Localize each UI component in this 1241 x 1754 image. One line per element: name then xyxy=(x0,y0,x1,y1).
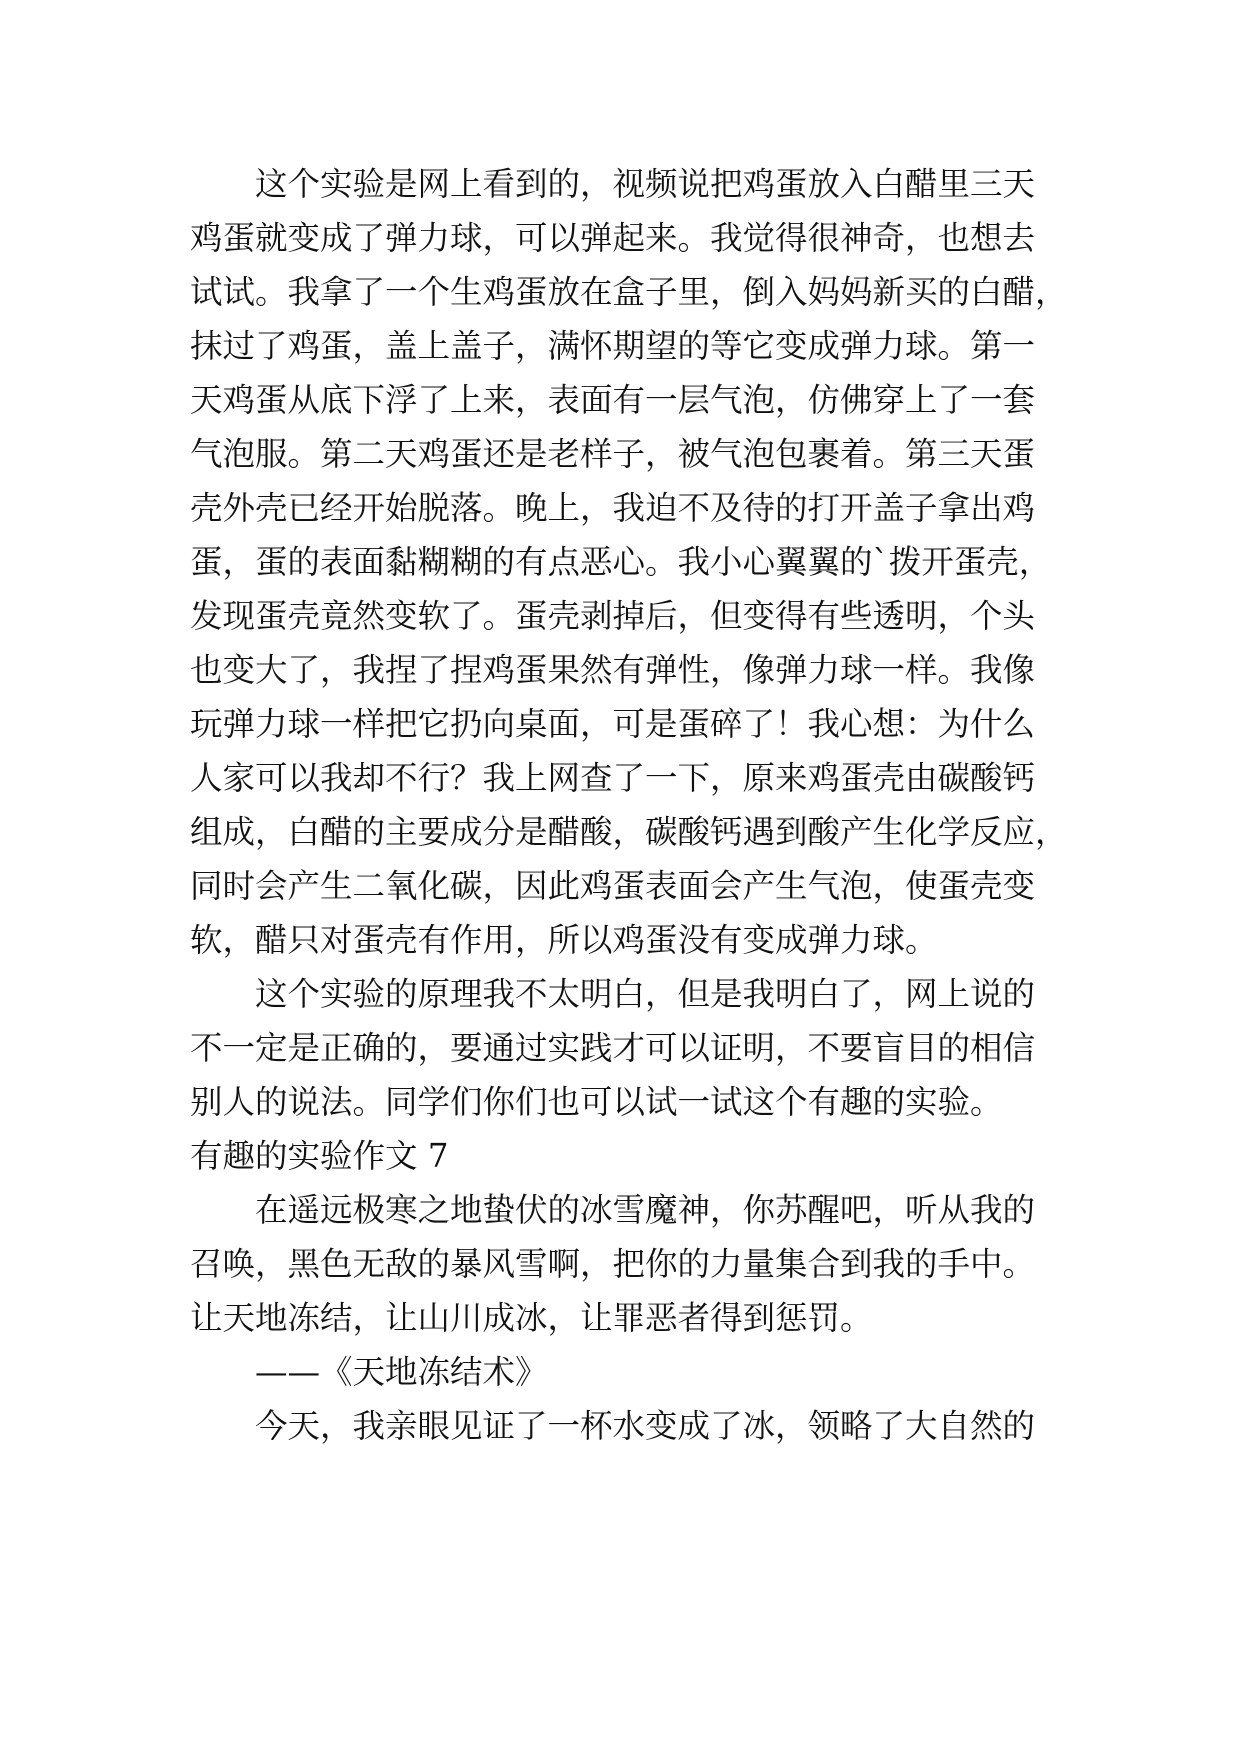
document-body xyxy=(190,157,1075,1453)
text-line: 人家可以我却不行？我上网查了一下，原来鸡蛋壳由碳酸钙 xyxy=(190,759,1036,797)
text-line: 在遥远极寒之地蛰伏的冰雪魔神，你苏醒吧，听从我的 xyxy=(255,1191,1036,1229)
text-line: 今天，我亲眼见证了一杯水变成了冰，领略了大自然的 xyxy=(255,1407,1036,1445)
paragraph-ice-experiment xyxy=(190,1399,1075,1453)
quote-text: ——《天地冻结术》 xyxy=(255,1353,548,1391)
text-line: 让天地冻结，让山川成冰，让罪恶者得到惩罚。 xyxy=(190,1299,873,1337)
text-line: 抹过了鸡蛋，盖上盖子，满怀期望的等它变成弹力球。第一 xyxy=(190,327,1036,365)
text-line: 别人的说法。同学们你们也可以试一试这个有趣的实验。 xyxy=(190,1083,1003,1121)
paragraph-conclusion xyxy=(190,967,1075,1129)
text-line: 组成，白醋的主要成分是醋酸，碳酸钙遇到酸产生化学反应， xyxy=(190,813,1068,851)
text-line: 不一定是正确的，要通过实践才可以证明，不要盲目的相信 xyxy=(190,1029,1036,1067)
text-line: 也变大了，我捏了捏鸡蛋果然有弹性，像弹力球一样。我像 xyxy=(190,651,1036,689)
text-line: 天鸡蛋从底下浮了上来，表面有一层气泡，仿佛穿上了一套 xyxy=(190,381,1036,419)
text-line: 这个实验是网上看到的，视频说把鸡蛋放入白醋里三天 xyxy=(255,165,1036,203)
text-line: 气泡服。第二天鸡蛋还是老样子，被气泡包裹着。第三天蛋 xyxy=(190,435,1036,473)
text-line: 玩弹力球一样把它扔向桌面，可是蛋碎了！我心想：为什么 xyxy=(190,705,1036,743)
text-line: 软，醋只对蛋壳有作用，所以鸡蛋没有变成弹力球。 xyxy=(190,921,938,959)
text-line: 试试。我拿了一个生鸡蛋放在盒子里，倒入妈妈新买的白醋， xyxy=(190,273,1068,311)
quote-attribution xyxy=(190,1345,1075,1399)
text-line: 壳外壳已经开始脱落。晚上，我迫不及待的打开盖子拿出鸡 xyxy=(190,489,1036,527)
text-line: 同时会产生二氧化碳，因此鸡蛋表面会产生气泡，使蛋壳变 xyxy=(190,867,1036,905)
paragraph-incantation xyxy=(190,1183,1075,1345)
heading-text: 有趣的实验作文 7 xyxy=(190,1137,449,1175)
text-line: 蛋，蛋的表面黏糊糊的有点恶心。我小心翼翼的`拨开蛋壳， xyxy=(190,543,1052,581)
paragraph-egg-experiment xyxy=(190,157,1075,967)
text-line: 鸡蛋就变成了弹力球，可以弹起来。我觉得很神奇，也想去 xyxy=(190,219,1036,257)
section-heading xyxy=(190,1129,1075,1183)
text-line: 这个实验的原理我不太明白，但是我明白了，网上说的 xyxy=(255,975,1036,1013)
text-line: 召唤，黑色无敌的暴风雪啊，把你的力量集合到我的手中。 xyxy=(190,1245,1036,1283)
text-line: 发现蛋壳竟然变软了。蛋壳剥掉后，但变得有些透明，个头 xyxy=(190,597,1036,635)
